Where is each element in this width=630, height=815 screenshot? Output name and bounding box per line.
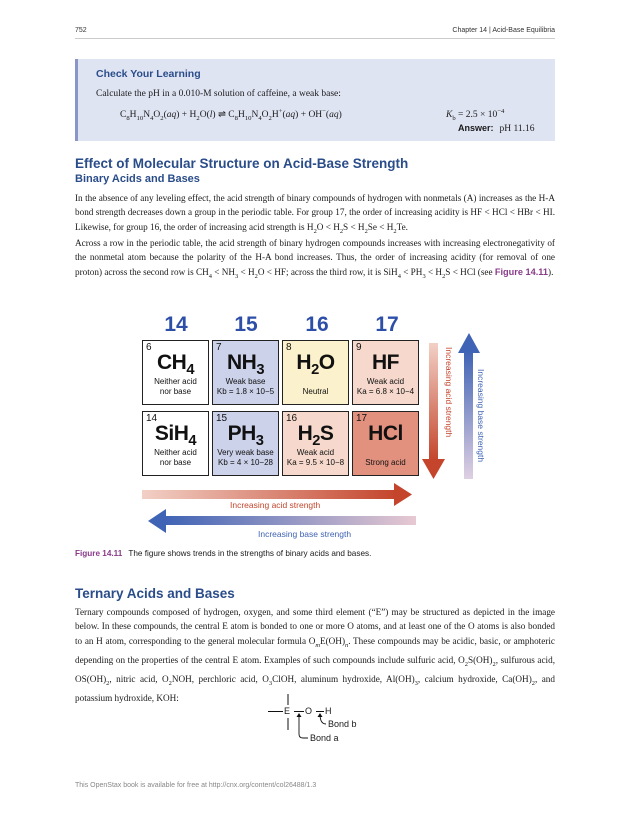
footer-text: This OpenStax book is available for free at http://cnx.org/content/col26488/1.3 [75, 782, 317, 789]
cell-description: Strong acid [365, 458, 406, 467]
formula: $CH_4$ [156, 351, 194, 379]
atom-h: H [325, 706, 332, 716]
formula: SiH$_4$ [154, 422, 197, 450]
cell-description: Neither acid nor base [154, 448, 197, 467]
cell-description: Neutral [302, 387, 329, 396]
acid-arrow-label: Increasing acid strength [230, 500, 321, 510]
caffeine-equation: $C_8H_{10}N_4O_2(aq) + H_2O(l)$ ⇌ $C_8H_{10}N_4O_2H^+(aq) + OH^-(aq)$ [120, 108, 342, 123]
group-label: 17 [375, 313, 399, 336]
paragraph-across-row: Across a row in the periodic table, the acid strength of binary hydrogen compounds increases with increasing electronegativity of the nonmetal atom because the polarity of the H-A bond increases. Thus, the order of increasing acidity (for removal of one proton) across the second row is $CH_4 < NH_3 < H_2O$ < HF; across the third row, it is $SiH_4 < PH_3 < H_2S$ < HCl (see Figure 14.11). [75, 238, 555, 280]
formula: $H_2S$ [297, 422, 334, 450]
header-rule [75, 38, 555, 39]
atomic-number: 8 [286, 342, 292, 353]
atomic-number: 9 [356, 342, 362, 353]
acid-arrow-vertical [422, 343, 445, 479]
group-label: 15 [234, 313, 258, 336]
kb-expression: $K_b = 2.5 \times 10^{-4}$ [446, 108, 505, 123]
atomic-number: 15 [216, 413, 228, 424]
answer-value: pH 11.16 [499, 124, 535, 134]
group-label: 14 [164, 313, 188, 336]
page-number: 752 [75, 27, 87, 34]
atom-o: O [305, 706, 313, 716]
figure-caption-text: The figure shows trends in the strengths of binary acids and bases. [128, 549, 372, 558]
atomic-number: 17 [356, 413, 368, 424]
formula: HF [372, 351, 399, 374]
base-arrow-vertical-label: Increasing base strength [476, 369, 486, 463]
section-title: Effect of Molecular Structure on Acid-Base Strength [75, 156, 409, 171]
kb-exponent: −4 [497, 108, 505, 115]
cell-description: Weak acid Ka = 9.5 × 10−8 [286, 448, 345, 467]
atomic-number: 16 [286, 413, 298, 424]
figure-caption [75, 549, 371, 558]
paragraph-ternary: Ternary compounds composed of hydrogen, oxygen, and some third element (“E”) may be structured as depicted in the image below. In these compounds, the central E atom is bonded to one or more O atoms, and at least one of the O atoms is also bonded to an H atom, corresponding to the general molecular formula $O_mE(OH)_n$. These compounds may be acidic, basic, or amphoteric depending on the properties of the central E atom. Examples of such compounds include sulfuric acid, $O_2S(OH)_2$, sulfurous acid, $OS(OH)_2$, nitric acid, $O_2NOH$, perchloric acid, $O_3ClOH$, aluminum hydroxide, $Al(OH)_3$, calcium hydroxide, $Ca(OH)_2$, and potassium hydroxide, KOH: [75, 607, 555, 703]
formula: $H_2O$ [296, 351, 335, 379]
cell-description: Weak base Kb = 1.8 × 10−5 [216, 377, 275, 396]
answer-label: Answer: [458, 123, 494, 133]
base-arrow-label: Increasing base strength [258, 529, 352, 539]
cell-description: Neither acid nor base [154, 377, 197, 396]
group-label: 16 [305, 313, 329, 336]
atomic-number: 6 [146, 342, 152, 353]
check-your-learning-question: Calculate the pH in a 0.010-M solution of caffeine, a weak base: [96, 89, 341, 99]
atom-e: E [284, 706, 291, 716]
atomic-number: 7 [216, 342, 222, 353]
check-your-learning-title: Check Your Learning [96, 68, 201, 80]
formula: $NH_3$ [226, 351, 264, 379]
atomic-number: 14 [146, 413, 158, 424]
acid-arrow-vertical-label: Increasing acid strength [444, 347, 454, 438]
figure-14-11 [140, 313, 500, 545]
paragraph-leveling-effect: In the absence of any leveling effect, the acid strength of binary compounds of hydrogen with nonmetals (A) increases as the H-A bond strength decreases down a group in the periodic table. For group 17, the order of increasing acidity is HF < HCl < HBr < HI. Likewise, for group 16, the order of increasing acid strength is $H_2O < H_2S < H_2Se < H_2Te$. [75, 193, 555, 235]
chapter-title: Chapter 14 | Acid-Base Equilibria [452, 27, 555, 34]
answer-line [458, 123, 535, 134]
figure-link[interactable]: Figure 14.11 [494, 266, 549, 277]
formula: $PH_3$ [227, 422, 264, 450]
bond-b-label: Bond b [328, 719, 357, 729]
figure-caption-tag: Figure 14.11 [75, 549, 123, 558]
cell-description: Weak acid Ka = 6.8 × 10−4 [356, 377, 415, 396]
formula: HCl [368, 422, 403, 445]
cell-description: Very weak base Kb = 4 × 10−28 [217, 448, 274, 467]
bond-a-label: Bond a [310, 733, 339, 743]
ternary-title: Ternary Acids and Bases [75, 586, 235, 601]
check-your-learning-box [75, 59, 555, 141]
e-o-h-structure [262, 692, 372, 752]
kb-value: 2.5 × 10 [465, 110, 498, 121]
section-subtitle: Binary Acids and Bases [75, 173, 200, 185]
